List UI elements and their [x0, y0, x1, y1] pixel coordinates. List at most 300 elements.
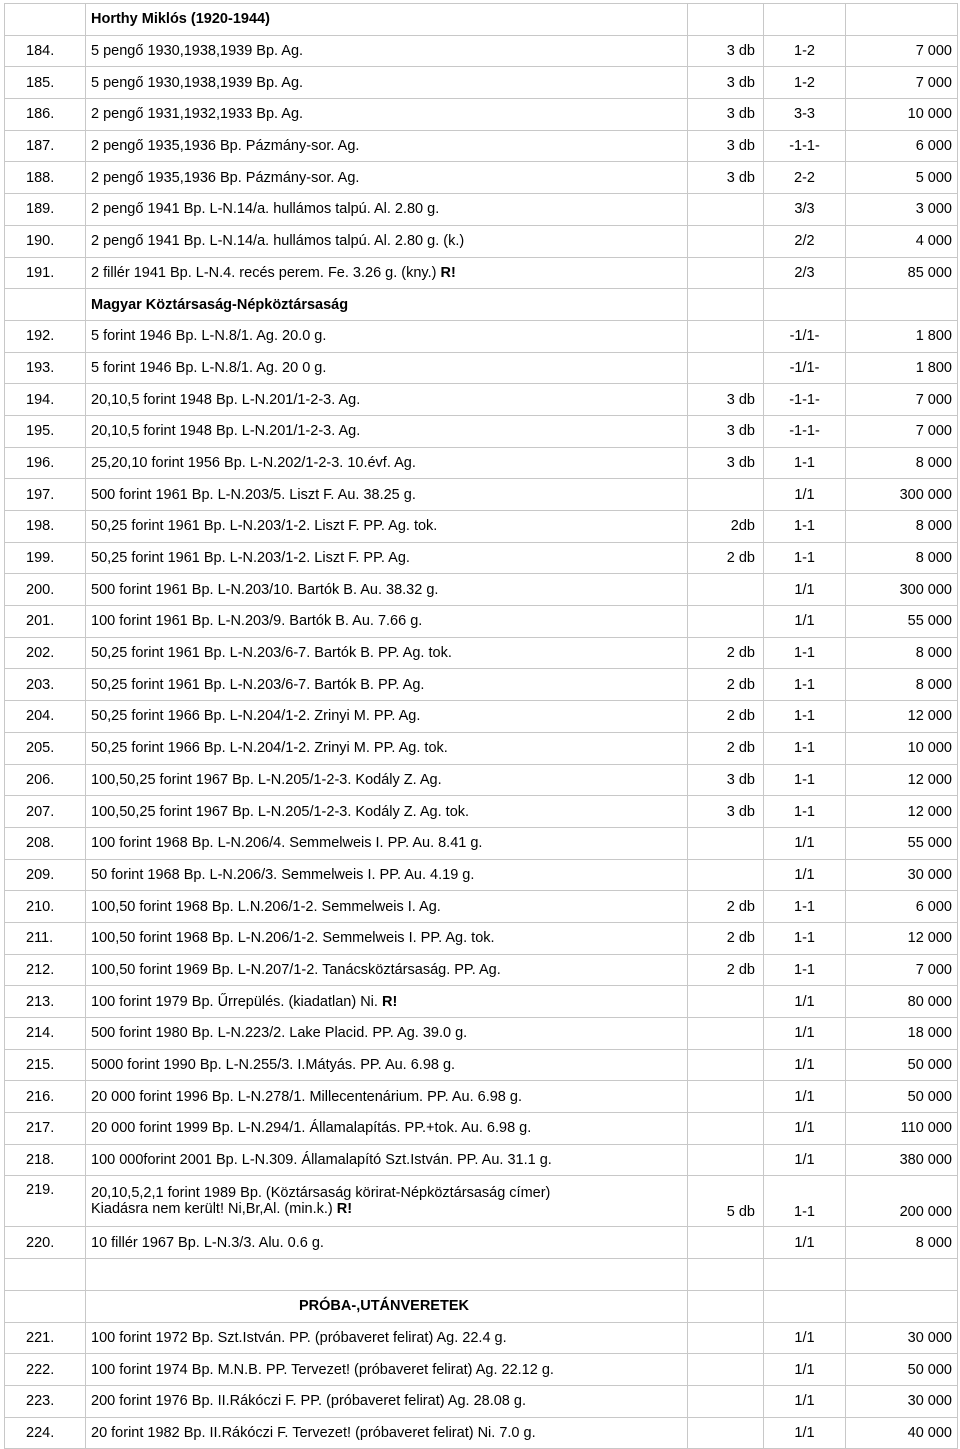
lot-number: 202.: [5, 637, 86, 669]
lot-description: [86, 162, 688, 194]
description-text: 10 fillér 1967 Bp. L-N.3/3. Alu. 0.6 g.: [91, 1234, 324, 1251]
description-text: 100 forint 1972 Bp. Szt.István. PP. (próbaveret felirat) Ag. 22.4 g.: [91, 1329, 507, 1346]
condition-grade: 1-1: [764, 954, 846, 986]
condition-grade: 1/1: [764, 1227, 846, 1259]
description-text: 100 forint 1979 Bp. Űrrepülés. (kiadatlan) Ni.: [91, 993, 378, 1010]
lot-number: 193.: [5, 352, 86, 384]
price: 12 000: [846, 701, 958, 733]
empty-cell: [764, 1259, 846, 1291]
section-title: Horthy Miklós (1920-1944): [86, 4, 688, 36]
table-row: [5, 1322, 958, 1354]
quantity: [688, 320, 764, 352]
rarity-mark: R!: [440, 264, 456, 281]
lot-description: [86, 1144, 688, 1176]
condition-grade: 2/3: [764, 257, 846, 289]
condition-grade: 1/1: [764, 1354, 846, 1386]
price: 40 000: [846, 1417, 958, 1449]
lot-number: 192.: [5, 320, 86, 352]
price: 10 000: [846, 732, 958, 764]
price: 6 000: [846, 130, 958, 162]
lot-number: 212.: [5, 954, 86, 986]
condition-grade: 1/1: [764, 1144, 846, 1176]
description-text: 20,10,5 forint 1948 Bp. L-N.201/1-2-3. Ag.: [91, 391, 361, 408]
lot-description: [86, 669, 688, 701]
condition-grade: 2-2: [764, 162, 846, 194]
table-row: [5, 1354, 958, 1386]
description-text: 50,25 forint 1966 Bp. L-N.204/1-2. Zrinyi M. PP. Ag. tok.: [91, 740, 448, 757]
description-text: 20,10,5,2,1 forint 1989 Bp. (Köztársaság körirat-Népköztársaság címer): [91, 1185, 551, 1202]
quantity: [688, 986, 764, 1018]
quantity: 2 db: [688, 669, 764, 701]
table-row: [5, 1049, 958, 1081]
lot-number: 213.: [5, 986, 86, 1018]
price: 55 000: [846, 606, 958, 638]
quantity: 3 db: [688, 67, 764, 99]
lot-description: [86, 1113, 688, 1145]
condition-grade: 1-1: [764, 637, 846, 669]
empty-cell: [688, 1259, 764, 1291]
empty-cell: [5, 4, 86, 36]
description-text: 200 forint 1976 Bp. II.Rákóczi F. PP. (próbaveret felirat) Ag. 28.08 g.: [91, 1393, 526, 1410]
price: 18 000: [846, 1018, 958, 1050]
condition-grade: 1-1: [764, 1176, 846, 1227]
price: 12 000: [846, 796, 958, 828]
section-header-row: [5, 289, 958, 321]
quantity: [688, 606, 764, 638]
table-row: [5, 1417, 958, 1449]
table-row: [5, 1113, 958, 1145]
lot-number: 220.: [5, 1227, 86, 1259]
description-text: 5 forint 1946 Bp. L-N.8/1. Ag. 20.0 g.: [91, 328, 327, 345]
quantity: [688, 1018, 764, 1050]
lot-description: [86, 859, 688, 891]
quantity: [688, 194, 764, 226]
price: 8 000: [846, 669, 958, 701]
lot-description: [86, 130, 688, 162]
condition-grade: 1-1: [764, 511, 846, 543]
price: 8 000: [846, 447, 958, 479]
price: 30 000: [846, 859, 958, 891]
description-text: 5 forint 1946 Bp. L-N.8/1. Ag. 20 0 g.: [91, 359, 327, 376]
description-text: 2 pengő 1941 Bp. L-N.14/a. hullámos talpú. Al. 2.80 g.: [91, 201, 440, 218]
quantity: [688, 574, 764, 606]
quantity: [688, 859, 764, 891]
lot-description: [86, 1385, 688, 1417]
description-text: 5 pengő 1930,1938,1939 Bp. Ag.: [91, 43, 304, 60]
price: 8 000: [846, 637, 958, 669]
quantity: 2 db: [688, 637, 764, 669]
lot-description: [86, 606, 688, 638]
table-row: [5, 479, 958, 511]
lot-number: 219.: [5, 1176, 86, 1227]
lot-description: [86, 922, 688, 954]
condition-grade: 1-1: [764, 796, 846, 828]
quantity: 3 db: [688, 99, 764, 131]
quantity: [688, 1144, 764, 1176]
table-row: [5, 194, 958, 226]
lot-number: 222.: [5, 1354, 86, 1386]
quantity: 2 db: [688, 542, 764, 574]
price: 300 000: [846, 479, 958, 511]
lot-number: 211.: [5, 922, 86, 954]
quantity: 3 db: [688, 130, 764, 162]
lot-number: 201.: [5, 606, 86, 638]
condition-grade: 1/1: [764, 606, 846, 638]
price: 300 000: [846, 574, 958, 606]
empty-cell: [5, 1290, 86, 1322]
description-text: 2 pengő 1935,1936 Bp. Pázmány-sor. Ag.: [91, 138, 360, 155]
lot-description: [86, 415, 688, 447]
table-row: [5, 542, 958, 574]
table-row: [5, 669, 958, 701]
quantity: 3 db: [688, 35, 764, 67]
description-text: 20 forint 1982 Bp. II.Rákóczi F. Tervezet! (próbaveret felirat) Ni. 7.0 g.: [91, 1424, 536, 1441]
lot-description: [86, 447, 688, 479]
empty-cell: [688, 289, 764, 321]
table-row: [5, 986, 958, 1018]
table-row: [5, 764, 958, 796]
empty-cell: [86, 1259, 688, 1291]
price-list-body: [5, 4, 958, 1449]
condition-grade: 1-1: [764, 764, 846, 796]
description-text: 100,50,25 forint 1967 Bp. L-N.205/1-2-3. Kodály Z. Ag.: [91, 771, 442, 788]
table-row: [5, 320, 958, 352]
table-row: [5, 732, 958, 764]
condition-grade: 3/3: [764, 194, 846, 226]
condition-grade: -1-1-: [764, 384, 846, 416]
table-row: [5, 511, 958, 543]
price: 80 000: [846, 986, 958, 1018]
description-text: 100 forint 1974 Bp. M.N.B. PP. Tervezet! (próbaveret felirat) Ag. 22.12 g.: [91, 1361, 554, 1378]
quantity: 3 db: [688, 764, 764, 796]
quantity: [688, 479, 764, 511]
quantity: 3 db: [688, 415, 764, 447]
lot-number: 199.: [5, 542, 86, 574]
quantity: 2db: [688, 511, 764, 543]
lot-description: [86, 574, 688, 606]
price: 8 000: [846, 511, 958, 543]
description-text: 100 forint 1968 Bp. L-N.206/4. Semmelweis I. PP. Au. 8.41 g.: [91, 835, 483, 852]
empty-row: [5, 1259, 958, 1291]
description-text: 50,25 forint 1961 Bp. L-N.203/1-2. Liszt F. PP. Ag.: [91, 550, 410, 567]
lot-description: [86, 827, 688, 859]
lot-description: [86, 1018, 688, 1050]
price: 380 000: [846, 1144, 958, 1176]
lot-number: 194.: [5, 384, 86, 416]
table-row: [5, 796, 958, 828]
lot-number: 203.: [5, 669, 86, 701]
lot-description: [86, 352, 688, 384]
lot-description: [86, 1417, 688, 1449]
condition-grade: 1/1: [764, 479, 846, 511]
lot-description: [86, 1354, 688, 1386]
quantity: 2 db: [688, 922, 764, 954]
price: 50 000: [846, 1081, 958, 1113]
condition-grade: 1/1: [764, 1049, 846, 1081]
empty-cell: [846, 289, 958, 321]
description-text: 100,50 forint 1969 Bp. L-N.207/1-2. Tanácsköztársaság. PP. Ag.: [91, 961, 501, 978]
lot-number: 188.: [5, 162, 86, 194]
condition-grade: 3-3: [764, 99, 846, 131]
lot-number: 189.: [5, 194, 86, 226]
price: 1 800: [846, 352, 958, 384]
section-title: PRÓBA-,UTÁNVERETEK: [86, 1290, 688, 1322]
lot-description: [86, 384, 688, 416]
empty-cell: [764, 289, 846, 321]
price: 1 800: [846, 320, 958, 352]
quantity: [688, 1385, 764, 1417]
description-text: 5000 forint 1990 Bp. L-N.255/3. I.Mátyás. PP. Au. 6.98 g.: [91, 1057, 456, 1074]
lot-number: 216.: [5, 1081, 86, 1113]
lot-description: [86, 1049, 688, 1081]
condition-grade: 1/1: [764, 1322, 846, 1354]
lot-description: [86, 701, 688, 733]
lot-description: [86, 1176, 688, 1227]
empty-cell: [688, 1290, 764, 1322]
description-text: 50,25 forint 1966 Bp. L-N.204/1-2. Zrinyi M. PP. Ag.: [91, 708, 421, 725]
condition-grade: 1/1: [764, 1417, 846, 1449]
condition-grade: 1/1: [764, 1113, 846, 1145]
lot-description: [86, 732, 688, 764]
price: 7 000: [846, 415, 958, 447]
condition-grade: 1-1: [764, 922, 846, 954]
table-row: [5, 447, 958, 479]
lot-number: 204.: [5, 701, 86, 733]
condition-grade: 1/1: [764, 574, 846, 606]
lot-number: 215.: [5, 1049, 86, 1081]
description-text: 500 forint 1961 Bp. L-N.203/5. Liszt F. Au. 38.25 g.: [91, 486, 416, 503]
lot-number: 223.: [5, 1385, 86, 1417]
description-text: 50 forint 1968 Bp. L-N.206/3. Semmelweis I. PP. Au. 4.19 g.: [91, 866, 475, 883]
lot-description: [86, 891, 688, 923]
price: 50 000: [846, 1049, 958, 1081]
lot-number: 209.: [5, 859, 86, 891]
table-row: [5, 1385, 958, 1417]
condition-grade: -1/1-: [764, 320, 846, 352]
lot-number: 195.: [5, 415, 86, 447]
lot-description: [86, 511, 688, 543]
lot-description: [86, 225, 688, 257]
price: 110 000: [846, 1113, 958, 1145]
price: 7 000: [846, 954, 958, 986]
quantity: [688, 1081, 764, 1113]
quantity: [688, 1049, 764, 1081]
condition-grade: 1-1: [764, 542, 846, 574]
lot-description: [86, 479, 688, 511]
price: 3 000: [846, 194, 958, 226]
empty-cell: [688, 4, 764, 36]
lot-description: [86, 637, 688, 669]
empty-cell: [846, 1290, 958, 1322]
quantity: [688, 1354, 764, 1386]
table-row: [5, 1176, 958, 1227]
lot-description: [86, 320, 688, 352]
price: 200 000: [846, 1176, 958, 1227]
table-row: [5, 859, 958, 891]
table-row: [5, 225, 958, 257]
price: 12 000: [846, 922, 958, 954]
lot-number: 221.: [5, 1322, 86, 1354]
price: 8 000: [846, 1227, 958, 1259]
table-row: [5, 922, 958, 954]
lot-number: 186.: [5, 99, 86, 131]
rarity-mark: R!: [381, 993, 398, 1010]
table-row: [5, 637, 958, 669]
description-text: 100,50,25 forint 1967 Bp. L-N.205/1-2-3. Kodály Z. Ag. tok.: [91, 803, 470, 820]
condition-grade: 2/2: [764, 225, 846, 257]
lot-description: [86, 764, 688, 796]
lot-number: 196.: [5, 447, 86, 479]
lot-number: 217.: [5, 1113, 86, 1145]
rarity-mark: R!: [336, 1201, 353, 1218]
lot-description: [86, 1227, 688, 1259]
lot-description: [86, 194, 688, 226]
lot-number: 191.: [5, 257, 86, 289]
lot-number: 207.: [5, 796, 86, 828]
lot-description: [86, 954, 688, 986]
lot-number: 205.: [5, 732, 86, 764]
lot-number: 197.: [5, 479, 86, 511]
condition-grade: 1/1: [764, 827, 846, 859]
price: 4 000: [846, 225, 958, 257]
lot-number: 198.: [5, 511, 86, 543]
section-header-row: [5, 4, 958, 36]
description-text: 5 pengő 1930,1938,1939 Bp. Ag.: [91, 74, 304, 91]
description-text-line2: Kiadásra nem került! Ni,Br,Al. (min.k.): [91, 1201, 333, 1218]
price: 8 000: [846, 542, 958, 574]
lot-number: 200.: [5, 574, 86, 606]
lot-description: [86, 99, 688, 131]
condition-grade: -1-1-: [764, 415, 846, 447]
price: 7 000: [846, 67, 958, 99]
quantity: [688, 1322, 764, 1354]
quantity: [688, 1417, 764, 1449]
description-text: 50,25 forint 1961 Bp. L-N.203/1-2. Liszt F. PP. Ag. tok.: [91, 518, 438, 535]
description-text: 20 000 forint 1999 Bp. L-N.294/1. Államalapítás. PP.+tok. Au. 6.98 g.: [91, 1120, 532, 1137]
table-row: [5, 257, 958, 289]
quantity: 5 db: [688, 1176, 764, 1227]
table-row: [5, 1227, 958, 1259]
table-row: [5, 162, 958, 194]
section-title: Magyar Köztársaság-Népköztársaság: [86, 289, 688, 321]
quantity: [688, 225, 764, 257]
empty-cell: [5, 1259, 86, 1291]
empty-cell: [846, 1259, 958, 1291]
lot-description: [86, 67, 688, 99]
table-row: [5, 827, 958, 859]
lot-number: 187.: [5, 130, 86, 162]
condition-grade: 1/1: [764, 1385, 846, 1417]
quantity: 2 db: [688, 732, 764, 764]
empty-cell: [5, 289, 86, 321]
description-text: 50,25 forint 1961 Bp. L-N.203/6-7. Bartók B. PP. Ag.: [91, 676, 425, 693]
quantity: [688, 257, 764, 289]
condition-grade: -1-1-: [764, 130, 846, 162]
price: 50 000: [846, 1354, 958, 1386]
empty-cell: [764, 1290, 846, 1322]
description-text: 25,20,10 forint 1956 Bp. L-N.202/1-2-3. 10.évf. Ag.: [91, 454, 416, 471]
table-row: [5, 574, 958, 606]
description-text: 2 pengő 1931,1932,1933 Bp. Ag.: [91, 106, 304, 123]
lot-description: [86, 35, 688, 67]
condition-grade: 1/1: [764, 859, 846, 891]
lot-number: 208.: [5, 827, 86, 859]
lot-number: 184.: [5, 35, 86, 67]
quantity: [688, 1227, 764, 1259]
price-list-table: [4, 3, 958, 1449]
condition-grade: 1-1: [764, 891, 846, 923]
quantity: 2 db: [688, 954, 764, 986]
description-text: 500 forint 1961 Bp. L-N.203/10. Bartók B. Au. 38.32 g.: [91, 581, 439, 598]
description-text: 2 pengő 1941 Bp. L-N.14/a. hullámos talpú. Al. 2.80 g. (k.): [91, 233, 465, 250]
description-text: 100 forint 1961 Bp. L-N.203/9. Bartók B. Au. 7.66 g.: [91, 613, 423, 630]
quantity: 3 db: [688, 162, 764, 194]
lot-description: [86, 796, 688, 828]
condition-grade: -1/1-: [764, 352, 846, 384]
price: 10 000: [846, 99, 958, 131]
table-row: [5, 954, 958, 986]
empty-cell: [764, 4, 846, 36]
table-row: [5, 701, 958, 733]
lot-number: 210.: [5, 891, 86, 923]
table-row: [5, 99, 958, 131]
condition-grade: 1-2: [764, 35, 846, 67]
price: 7 000: [846, 35, 958, 67]
price: 12 000: [846, 764, 958, 796]
lot-description: [86, 1081, 688, 1113]
empty-cell: [846, 4, 958, 36]
description-text: 100,50 forint 1968 Bp. L-N.206/1-2. Semmelweis I. PP. Ag. tok.: [91, 930, 495, 947]
quantity: [688, 827, 764, 859]
lot-number: 214.: [5, 1018, 86, 1050]
condition-grade: 1/1: [764, 1081, 846, 1113]
description-text: 20,10,5 forint 1948 Bp. L-N.201/1-2-3. Ag.: [91, 423, 361, 440]
table-row: [5, 384, 958, 416]
lot-number: 185.: [5, 67, 86, 99]
quantity: [688, 352, 764, 384]
price: 5 000: [846, 162, 958, 194]
table-row: [5, 415, 958, 447]
lot-description: [86, 542, 688, 574]
lot-number: 218.: [5, 1144, 86, 1176]
condition-grade: 1/1: [764, 986, 846, 1018]
condition-grade: 1/1: [764, 1018, 846, 1050]
table-row: [5, 352, 958, 384]
lot-number: 190.: [5, 225, 86, 257]
table-row: [5, 35, 958, 67]
quantity: [688, 1113, 764, 1145]
description-text: 20 000 forint 1996 Bp. L-N.278/1. Millecentenárium. PP. Au. 6.98 g.: [91, 1088, 522, 1105]
price: 85 000: [846, 257, 958, 289]
lot-description: [86, 1322, 688, 1354]
description-text: 2 fillér 1941 Bp. L-N.4. recés perem. Fe. 3.26 g. (kny.): [91, 264, 437, 281]
table-row: [5, 1144, 958, 1176]
price: 30 000: [846, 1385, 958, 1417]
lot-number: 224.: [5, 1417, 86, 1449]
price: 6 000: [846, 891, 958, 923]
table-row: [5, 606, 958, 638]
description-text: 2 pengő 1935,1936 Bp. Pázmány-sor. Ag.: [91, 169, 360, 186]
quantity: 2 db: [688, 701, 764, 733]
table-row: [5, 1018, 958, 1050]
description-text: 100 000forint 2001 Bp. L-N.309. Államalapító Szt.István. PP. Au. 31.1 g.: [91, 1152, 552, 1169]
condition-grade: 1-1: [764, 447, 846, 479]
price: 7 000: [846, 384, 958, 416]
quantity: 3 db: [688, 384, 764, 416]
description-text: 500 forint 1980 Bp. L-N.223/2. Lake Placid. PP. Ag. 39.0 g.: [91, 1025, 468, 1042]
description-text: 100,50 forint 1968 Bp. L.N.206/1-2. Semmelweis I. Ag.: [91, 898, 441, 915]
table-row: [5, 67, 958, 99]
